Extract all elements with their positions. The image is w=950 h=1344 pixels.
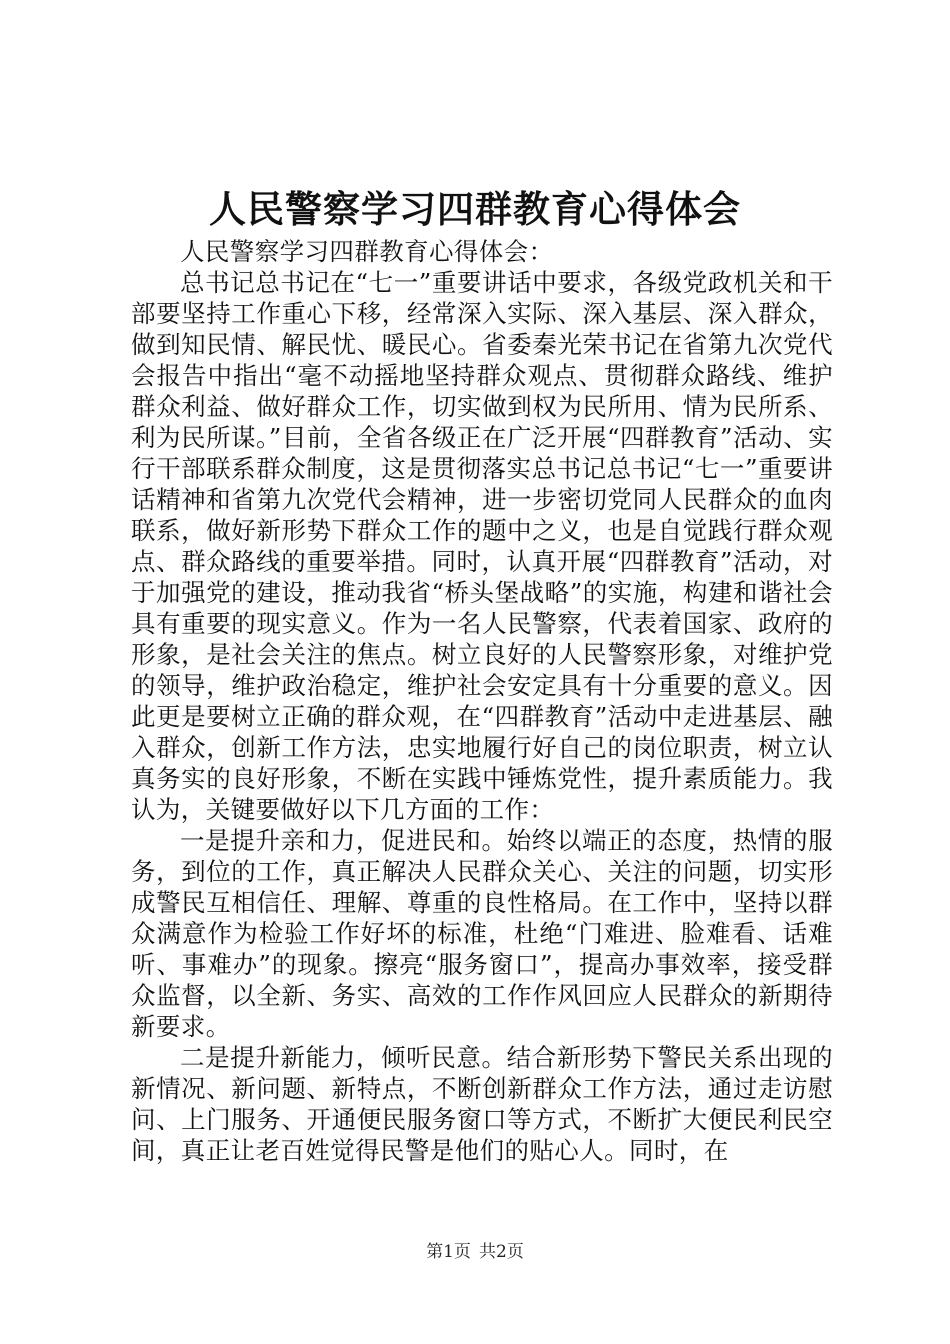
page-footer	[0, 1241, 950, 1263]
page-number: 第1页	[426, 1242, 471, 1262]
document-body	[131, 236, 833, 1166]
paragraph-salutation: 人民警察学习四群教育心得体会：	[180, 237, 554, 266]
page-total: 共2页	[479, 1242, 524, 1262]
paragraph-intro: 总书记总书记在“七一”重要讲话中要求，各级党政机关和干部要坚持工作重心下移，经常深入实际、深入基层、深入群众，做到知民情、解民忧、暖民心。省委秦光荣书记在省第九次党代会报告中指出“毫不动摇地坚持群众观点、贯彻群众路线、维护群众利益、做好群众工作，切实做到权为民所用、情为民所系、利为民所谋。”目前，全省各级正在广泛开展“四群教育”活动、实行干部联系群众制度，这是贯彻落实总书记总书记“七一”重要讲话精神和省第九次党代会精神，进一步密切党同人民群众的血肉联系，做好新形势下群众工作的题中之义，也是自觉践行群众观点、群众路线的重要举措。同时，认真开展“四群教育”活动，对于加强党的建设，推动我省“桥头堡战略”的实施，构建和谐社会具有重要的现实意义。作为一名人民警察，代表着国家、政府的形象，是社会关注的焦点。树立良好的人民警察形象，对维护党的领导，维护政治稳定，维护社会安定具有十分重要的意义。因此更是要树立正确的群众观，在“四群教育”活动中走进基层、融入群众，创新工作方法，忠实地履行好自己的岗位职责，树立认真务实的良好形象，不断在实践中锤炼党性，提升素质能力。我认为，关键要做好以下几方面的工作：	[131, 268, 833, 824]
paragraph-point-one: 一是提升亲和力，促进民和。始终以端正的态度，热情的服务，到位的工作，真正解决人民群众关心、关注的问题，切实形成警民互相信任、理解、尊重的良性格局。在工作中，坚持以群众满意作为检验工作好坏的标准，杜绝“门难进、脸难看、话难听、事难办”的现象。擦亮“服务窗口”，提高办事效率，接受群众监督，以全新、务实、高效的工作作风回应人民群众的新期待新要求。	[131, 826, 833, 1041]
paragraph-point-two: 二是提升新能力，倾听民意。结合新形势下警民关系出现的新情况、新问题、新特点，不断创新群众工作方法，通过走访慰问、上门服务、开通便民服务窗口等方式，不断扩大便民利民空间，真正让老百姓觉得民警是他们的贴心人。同时，在	[131, 1043, 833, 1165]
document-title: 人民警察学习四群教育心得体会	[209, 187, 741, 231]
